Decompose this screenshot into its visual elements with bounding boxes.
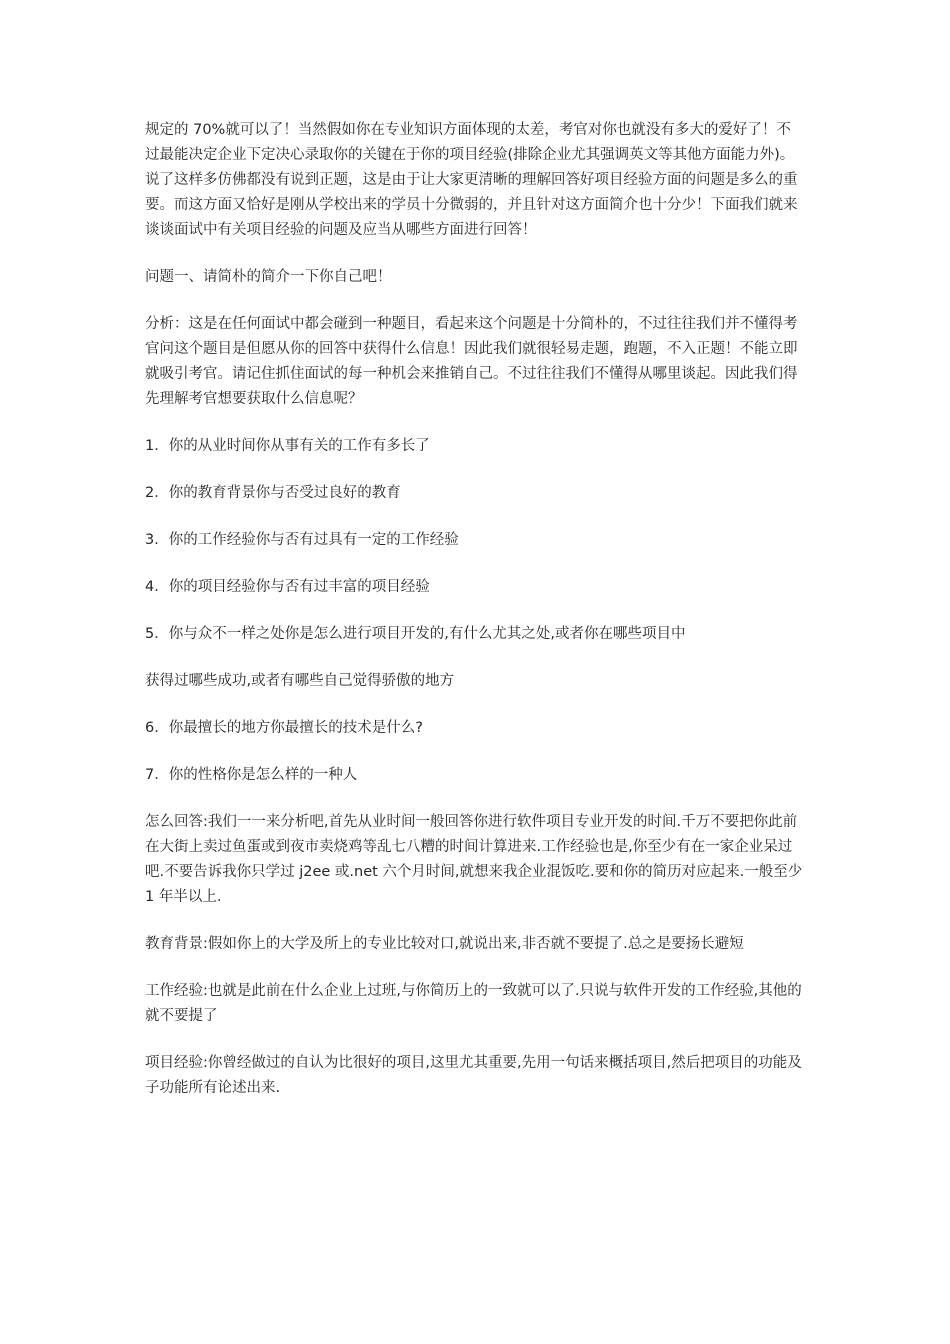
education-paragraph: 教育背景:假如你上的大学及所上的专业比较对口,就说出来,非否就不要提了.总之是要扬长避短 (145, 936, 744, 952)
project-experience-paragraph: 项目经验:你曾经做过的自认为比很好的项目,这里尤其重要,先用一句话来概括项目,然后把项目的功能及子功能所有论述出来. (145, 1055, 802, 1096)
how-to-answer-paragraph: 怎么回答:我们一一来分析吧,首先从业时间一般回答你进行软件项目专业开发的时间.千万不要把你此前在大街上卖过鱼蛋或到夜市卖烧鸡等乱七八糟的时间计算进来.工作经验也是,你至少有在一家企业呆过吧.不要告诉我你只学过 j2ee 或.net 六个月时间,就想来我企业混饭吃.要和你的简历对应起来.一般至少 1 年半以上. (145, 814, 803, 905)
list-item-4: 4．你的项目经验你与否有过丰富的项目经验 (145, 579, 430, 595)
intro-paragraph: 规定的 70%就可以了！当然假如你在专业知识方面体现的太差，考官对你也就没有多大的爱好了！不过最能决定企业下定决心录取你的关键在于你的项目经验(排除企业尤其强调英文等其他方面能力外)。说了这样多仿佛都没有说到正题，这是由于让大家更清晰的理解回答好项目经验方面的问题是多么的重要。而这方面又恰好是刚从学校出来的学员十分微弱的，并且针对这方面简介也十分少！下面我们就来谈谈面试中有关项目经验的问题及应当从哪些方面进行回答！ (145, 122, 798, 238)
list-item-5-continued: 获得过哪些成功,或者有哪些自己觉得骄傲的地方 (145, 673, 455, 689)
list-item-3: 3．你的工作经验你与否有过具有一定的工作经验 (145, 532, 459, 548)
analysis-paragraph: 分析：这是在任何面试中都会碰到一种题目，看起来这个问题是十分简朴的，不过往往我们并不懂得考官问这个题目是但愿从你的回答中获得什么信息！因此我们就很轻易走题，跑题，不入正题！不能立即就吸引考官。请记住抓住面试的每一种机会来推销自己。不过往往我们不懂得从哪里谈起。因此我们得先理解考官想要获取什么信息呢？ (145, 316, 798, 407)
work-experience-paragraph: 工作经验:也就是此前在什么企业上过班,与你简历上的一致就可以了.只说与软件开发的工作经验,其他的就不要提了 (145, 983, 802, 1024)
list-item-5: 5．你与众不一样之处你是怎么进行项目开发的,有什么尤其之处,或者你在哪些项目中 (145, 626, 686, 642)
question-one-heading: 问题一、请简朴的简介一下你自己吧！ (145, 269, 392, 285)
list-item-1: 1．你的从业时间你从事有关的工作有多长了 (145, 438, 430, 454)
list-item-7: 7．你的性格你是怎么样的一种人 (145, 767, 358, 783)
list-item-6: 6．你最擅长的地方你最擅长的技术是什么? (145, 720, 423, 736)
list-item-2: 2．你的教育背景你与否受过良好的教育 (145, 485, 401, 501)
document-body (145, 118, 805, 1101)
